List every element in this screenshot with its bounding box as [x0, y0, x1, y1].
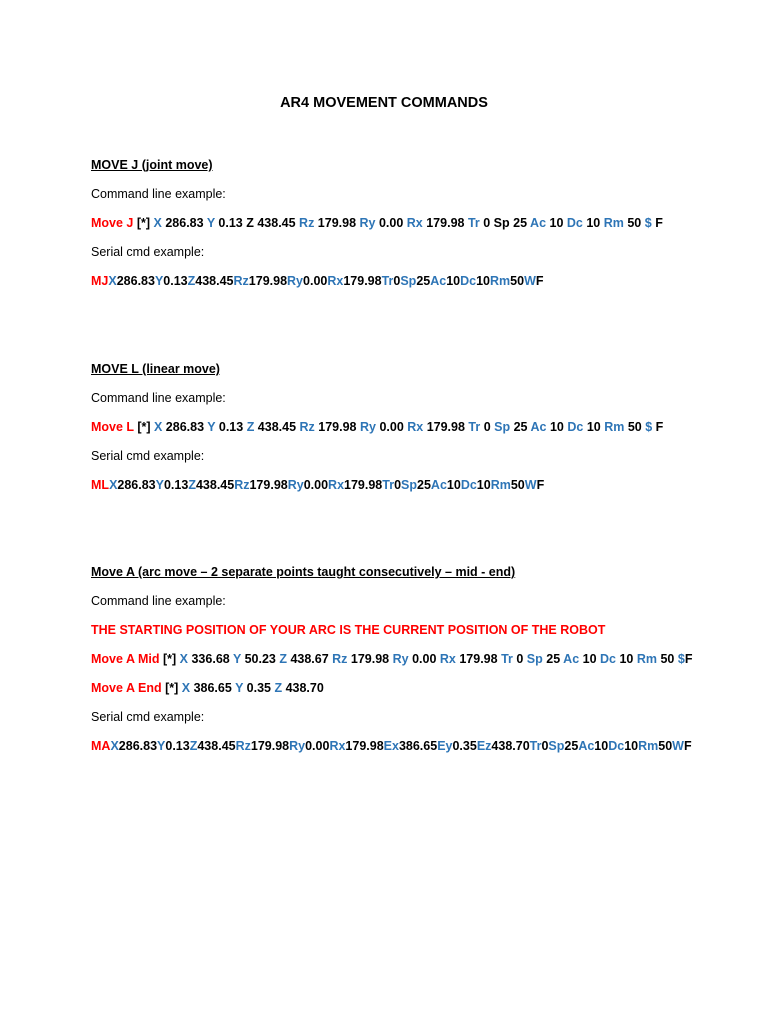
command-token: 179.98 — [317, 216, 360, 230]
command-token: Rm — [604, 420, 628, 434]
command-token: 179.98 — [318, 420, 360, 434]
command-token: Ex — [383, 739, 399, 753]
command-token: Ry — [289, 739, 306, 753]
command-token: 10 — [446, 274, 461, 288]
command-token: MJ — [91, 274, 109, 288]
command-token: Sp — [526, 652, 547, 666]
command-token: 286.83 — [165, 216, 207, 230]
command-token: [*] — [163, 652, 180, 666]
command-token: 25 — [513, 420, 531, 434]
command-token: Dc — [566, 216, 587, 230]
command-token: Rx — [327, 274, 344, 288]
command-token: 0 — [483, 420, 495, 434]
command-token: [*] — [136, 216, 154, 230]
command-token: F — [684, 652, 693, 666]
command-token: Rz — [299, 420, 319, 434]
command-token: Rz — [299, 216, 318, 230]
command-token: Rz — [233, 274, 249, 288]
command-token: Rx — [439, 652, 460, 666]
serial-cmd-label: Serial cmd example: — [91, 449, 205, 463]
command-token: 286.83 — [118, 739, 158, 753]
command-token: 286.83 — [116, 274, 155, 288]
command-token: Tr — [467, 216, 484, 230]
command-token: 0.13 — [163, 478, 189, 492]
command-token: Y — [206, 216, 219, 230]
command-token: Sp — [494, 420, 514, 434]
command-token: 179.98 — [459, 652, 502, 666]
command-token: Move L — [91, 420, 138, 434]
section-heading-move-l: MOVE L (linear move) — [91, 362, 220, 376]
command-token: Sp — [548, 739, 565, 753]
command-token: Rz — [234, 478, 250, 492]
command-token: 438.70 — [285, 681, 324, 695]
command-token: F — [655, 216, 663, 230]
command-token: Ac — [430, 478, 447, 492]
command-token: 0.00 — [303, 274, 328, 288]
command-token: $ — [644, 216, 656, 230]
command-token: Rm — [638, 739, 659, 753]
command-token: 179.98 — [250, 739, 290, 753]
command-token: Move A End — [91, 681, 166, 695]
command-token: W — [524, 478, 537, 492]
command-token: Move J — [91, 216, 137, 230]
command-token: Rx — [329, 739, 346, 753]
command-token: Y — [235, 681, 247, 695]
command-token: 286.83 — [117, 478, 156, 492]
command-token: $ — [645, 420, 656, 434]
section-heading-move-j: MOVE J (joint move) — [91, 158, 213, 172]
command-token: 438.45 — [195, 478, 235, 492]
command-token: 0.13 Z 438.45 — [218, 216, 300, 230]
command-token: Tr — [501, 652, 517, 666]
command-token: Sp — [400, 274, 417, 288]
command-token: Rx — [406, 216, 427, 230]
command-token: Z — [274, 681, 286, 695]
command-token: 10 — [582, 652, 601, 666]
command-token: 179.98 — [249, 478, 288, 492]
command-token: 0 — [541, 739, 549, 753]
command-token: Rm — [490, 478, 511, 492]
command-token: 0 — [393, 274, 401, 288]
command-token: F — [535, 274, 544, 288]
command-token: Z — [189, 739, 198, 753]
command-token: 0.13 — [163, 274, 188, 288]
command-token: 25 — [417, 478, 431, 492]
command-token: Rm — [490, 274, 511, 288]
command-token: 0.00 — [305, 739, 330, 753]
command-token: 386.65 — [398, 739, 438, 753]
command-token: [*] — [165, 681, 182, 695]
command-token: Dc — [460, 274, 477, 288]
command-token: X — [181, 681, 194, 695]
command-token: 50 — [627, 216, 645, 230]
command-token: Ry — [287, 274, 304, 288]
command-token: Ac — [430, 274, 447, 288]
command-token: 179.98 — [345, 739, 384, 753]
command-token: Y — [207, 420, 219, 434]
command-line-label: Command line example: — [91, 187, 226, 201]
command-token: Tr — [468, 420, 484, 434]
command-token: 179.98 — [248, 274, 288, 288]
command-token: X — [179, 652, 192, 666]
command-token: 0.13 — [218, 420, 247, 434]
command-token: 0.00 — [303, 478, 329, 492]
command-token: 438.67 — [290, 652, 333, 666]
serial-cmd-label: Serial cmd example: — [91, 710, 205, 724]
command-token: X — [153, 420, 166, 434]
command-token: [*] — [137, 420, 154, 434]
command-line-example-move-l — [91, 419, 663, 435]
command-token: Ac — [578, 739, 595, 753]
serial-cmd-example-move-j — [91, 273, 544, 289]
serial-cmd-label: Serial cmd example: — [91, 245, 205, 259]
command-token: 50.23 — [244, 652, 280, 666]
command-token: Tr — [529, 739, 542, 753]
command-token: Z — [187, 274, 196, 288]
command-token: Y — [154, 274, 164, 288]
command-token: MA — [91, 739, 111, 753]
command-token: 50 — [658, 739, 673, 753]
command-token: 10 — [619, 652, 637, 666]
command-token: 438.45 — [197, 739, 236, 753]
command-token: 10 — [594, 739, 609, 753]
command-token: 50 — [627, 420, 646, 434]
command-token: Rz — [332, 652, 351, 666]
command-token: Dc — [460, 478, 477, 492]
command-token: X — [108, 274, 117, 288]
command-token: Ry — [359, 216, 379, 230]
command-token: 0 — [516, 652, 527, 666]
command-token: 179.98 — [344, 478, 383, 492]
command-token: Ey — [437, 739, 453, 753]
command-token: Ac — [530, 420, 550, 434]
command-token: Y — [155, 478, 164, 492]
command-token: Rz — [235, 739, 251, 753]
command-token: Tr — [382, 478, 395, 492]
command-token: 50 — [660, 652, 678, 666]
command-token: 0.00 — [379, 420, 408, 434]
command-token: Z — [246, 420, 258, 434]
command-token: 0.35 — [246, 681, 275, 695]
command-token: Ac — [563, 652, 583, 666]
command-token: 438.45 — [195, 274, 234, 288]
command-token: Dc — [608, 739, 625, 753]
serial-cmd-example-move-a — [91, 738, 692, 754]
command-token: 10 — [549, 420, 568, 434]
command-line-example-move-a-mid — [91, 651, 692, 667]
command-token: Z — [188, 478, 196, 492]
command-token: F — [536, 478, 545, 492]
command-token: Rx — [328, 478, 345, 492]
command-token: 438.70 — [491, 739, 530, 753]
command-token: 438.45 — [257, 420, 300, 434]
command-token: 179.98 — [350, 652, 393, 666]
command-token: Tr — [381, 274, 394, 288]
section-heading-move-a: Move A (arc move – 2 separate points taught consecutively – mid - end) — [91, 565, 516, 579]
command-token: 0 Sp 25 — [483, 216, 531, 230]
command-token: Ac — [530, 216, 550, 230]
command-token: ML — [91, 478, 110, 492]
command-token: 10 — [586, 216, 604, 230]
command-token: 25 — [546, 652, 564, 666]
command-line-example-move-a-end — [91, 680, 324, 696]
command-line-example-move-j — [91, 215, 663, 231]
command-token: 10 — [446, 478, 461, 492]
command-token: Rm — [603, 216, 628, 230]
command-token: 10 — [586, 420, 605, 434]
command-line-label: Command line example: — [91, 594, 226, 608]
command-token: Z — [279, 652, 291, 666]
command-token: Ez — [476, 739, 492, 753]
command-token: 0.13 — [165, 739, 190, 753]
command-token: Ry — [287, 478, 304, 492]
command-token: 25 — [564, 739, 579, 753]
command-token: 10 — [549, 216, 567, 230]
command-token: Rx — [407, 420, 427, 434]
command-token: 386.65 — [193, 681, 236, 695]
command-token: Y — [157, 739, 166, 753]
command-token: 0.00 — [378, 216, 407, 230]
command-token: $ — [677, 652, 685, 666]
command-token: Ry — [359, 420, 380, 434]
command-token: Move A Mid — [91, 652, 163, 666]
command-token: 10 — [476, 274, 491, 288]
command-token: X — [109, 478, 118, 492]
page-title: AR4 MOVEMENT COMMANDS — [280, 95, 488, 111]
command-token: 179.98 — [343, 274, 382, 288]
command-token: F — [683, 739, 692, 753]
command-token: W — [524, 274, 536, 288]
serial-cmd-example-move-l — [91, 477, 544, 493]
command-token: 10 — [476, 478, 491, 492]
command-token: Ry — [392, 652, 413, 666]
command-token: 336.68 — [191, 652, 233, 666]
command-token: 10 — [624, 739, 639, 753]
command-line-label: Command line example: — [91, 391, 226, 405]
arc-warning-text: THE STARTING POSITION OF YOUR ARC IS THE CURRENT POSITION OF THE ROBOT — [91, 623, 606, 637]
command-token: Rm — [636, 652, 661, 666]
command-token: 179.98 — [426, 420, 469, 434]
command-token: W — [672, 739, 684, 753]
command-token: 0.00 — [412, 652, 440, 666]
command-token: Dc — [600, 652, 620, 666]
command-token: 0.35 — [452, 739, 477, 753]
command-token: Y — [232, 652, 245, 666]
command-token: Dc — [567, 420, 587, 434]
command-token: Sp — [401, 478, 418, 492]
command-token: 286.83 — [165, 420, 208, 434]
command-token: 179.98 — [426, 216, 468, 230]
command-token: X — [110, 739, 119, 753]
command-token: 50 — [510, 478, 525, 492]
command-token: 0 — [394, 478, 402, 492]
command-token: F — [655, 420, 664, 434]
command-token: X — [153, 216, 166, 230]
command-token: 25 — [416, 274, 431, 288]
command-token: 50 — [510, 274, 525, 288]
